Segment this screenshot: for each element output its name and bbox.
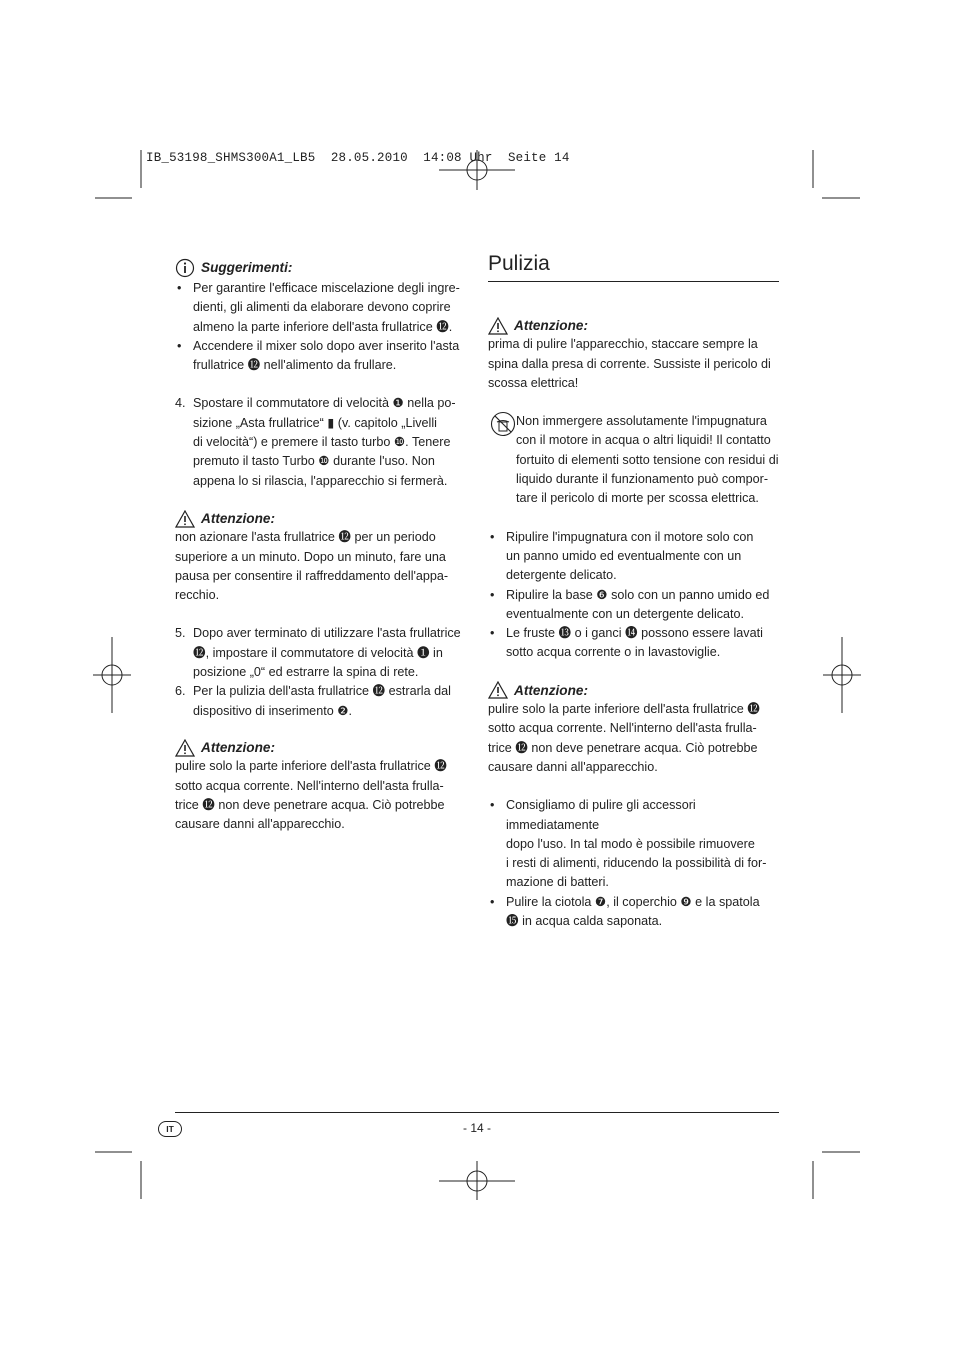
list-item <box>488 624 779 663</box>
line: un panno umido ed eventualmente con un <box>506 548 742 563</box>
line: con il motore in acqua o altri liquidi! Il contatto <box>516 433 771 448</box>
warning-text <box>175 528 467 605</box>
line: • Pulire la ciotola ❼, il coperchio ❾ e la spatola <box>506 894 760 909</box>
warning-heading <box>488 681 779 700</box>
warning-icon <box>488 317 508 335</box>
warning-text <box>488 335 779 393</box>
line: scossa elettrica! <box>488 375 579 390</box>
cleaning-list <box>488 528 779 663</box>
line: sotto acqua corrente. Nell'interno dell'asta frulla- <box>175 778 444 793</box>
line: pulire solo la parte inferiore dell'asta frullatrice ⓬ <box>488 702 760 717</box>
line: • Le fruste ⓭ o i ganci ⓮ possono essere lavati <box>506 626 763 641</box>
tips-list <box>175 279 467 375</box>
line: causare danni all'apparecchio. <box>175 817 345 832</box>
right-column <box>488 316 779 931</box>
footer-rule <box>175 1112 779 1113</box>
step-number: 6. <box>175 684 186 699</box>
line: Dopo aver terminato di utilizzare l'asta frullatrice <box>193 626 461 641</box>
warning-title: Attenzione: <box>201 510 276 526</box>
step-4 <box>175 394 467 490</box>
no-water-notice <box>488 412 779 508</box>
info-icon <box>175 258 195 278</box>
line: causare danni all'apparecchio. <box>488 759 658 774</box>
line: ⓯ in acqua calda saponata. <box>506 914 663 929</box>
warning-heading <box>175 738 467 757</box>
print-slug: IB_53198_SHMS300A1_LB5 28.05.2010 14:08 Uhr Seite 14 <box>146 151 570 165</box>
warning-heading <box>175 509 467 528</box>
line: Per la pulizia dell'asta frullatrice ⓬ estrarla dal <box>193 684 451 699</box>
line: mazione di batteri. <box>506 875 609 890</box>
warning-heading <box>488 316 779 335</box>
list-item <box>488 893 779 932</box>
warning-icon <box>488 681 508 699</box>
line: trice ⓬ non deve penetrare acqua. Ciò potrebbe <box>175 797 445 812</box>
line: sizione „Asta frullatrice“ ▮ (v. capitolo „Livelli <box>193 415 437 430</box>
warning-title: Attenzione: <box>514 318 589 333</box>
line: Non immergere assolutamente l'impugnatura <box>516 414 767 429</box>
list-item <box>488 586 779 625</box>
line: recchio. <box>175 588 220 603</box>
step-number: 4. <box>175 396 186 411</box>
line: pulire solo la parte inferiore dell'asta frullatrice ⓬ <box>175 759 447 774</box>
line: di velocità“) e premere il tasto turbo ❿. Tenere <box>193 435 451 450</box>
warning-text <box>175 757 467 834</box>
line: dopo l'uso. In tal modo è possibile rimuovere <box>506 836 755 851</box>
step-5 <box>175 624 467 682</box>
accessory-list <box>488 796 779 931</box>
line: liquido durante il funzionamento può compor- <box>516 472 769 487</box>
tips-title: Suggerimenti: <box>201 260 293 276</box>
line: posizione „0“ ed estrarre la spina di rete. <box>193 665 419 680</box>
line: appena lo si rilascia, l'apparecchio si fermerà. <box>193 473 448 488</box>
line: • Per garantire l'efficace miscelazione degli ingre- <box>193 281 460 295</box>
no-immersion-icon <box>490 411 516 437</box>
list-item <box>175 337 467 376</box>
line: superiore a un minuto. Dopo un minuto, fare una <box>175 549 446 564</box>
line: • Ripulire la base ❻ solo con un panno umido ed <box>506 587 770 602</box>
left-column <box>175 258 467 834</box>
line: prima di pulire l'apparecchio, staccare sempre la <box>488 337 758 352</box>
line: dienti, gli alimenti da elaborare devono coprire <box>193 300 451 315</box>
list-item <box>488 796 779 892</box>
line: Spostare il commutatore di velocità ❶ nella po- <box>193 396 456 411</box>
line: pausa per consentire il raffreddamento dell'appa- <box>175 568 449 583</box>
warning-title: Attenzione: <box>514 682 589 698</box>
line: dispositivo di inserimento ❷. <box>193 703 352 718</box>
line: sotto acqua corrente. Nell'interno dell'asta frulla- <box>488 721 757 736</box>
line: detergente delicato. <box>506 568 617 583</box>
line: i resti di alimenti, riducendo la possibilità di for- <box>506 856 767 871</box>
line: non azionare l'asta frullatrice ⓬ per un periodo <box>175 530 436 545</box>
step-number: 5. <box>175 626 186 641</box>
list-item <box>175 279 467 337</box>
step-6 <box>175 682 467 721</box>
warning-text <box>488 700 779 777</box>
line: • Ripulire l'impugnatura con il motore solo con <box>506 529 754 544</box>
line: sotto acqua corrente o in lavastoviglie. <box>506 645 721 660</box>
line: ⓬, impostare il commutatore di velocità ❶ in <box>193 645 443 660</box>
line: • Accendere il mixer solo dopo aver inserito l'asta <box>193 338 460 353</box>
line: tare il pericolo di morte per scossa elettrica. <box>516 491 759 506</box>
line: almeno la parte inferiore dell'asta frullatrice ⓬. <box>193 319 453 334</box>
line: premuto il tasto Turbo ❿ durante l'uso. Non <box>193 454 435 469</box>
line: eventualmente con un detergente delicato. <box>506 606 745 621</box>
tips-heading <box>175 258 467 278</box>
warning-icon <box>175 739 195 757</box>
title-rule <box>488 281 779 282</box>
line: trice ⓬ non deve penetrare acqua. Ciò potrebbe <box>488 740 758 755</box>
line: spina dalla presa di corrente. Sussiste il pericolo di <box>488 356 771 371</box>
page-title: Pulizia <box>488 252 550 275</box>
language-badge: IT <box>158 1121 182 1137</box>
line: • Consigliamo di pulire gli accessori immediatamente <box>506 798 696 832</box>
list-item <box>488 528 779 586</box>
warning-title: Attenzione: <box>201 739 276 755</box>
warning-icon <box>175 510 195 528</box>
page-number: - 14 - <box>462 1121 491 1135</box>
line: frullatrice ⓬ nell'alimento da frullare. <box>193 358 397 373</box>
line: fortuito di elementi sotto tensione con residui di <box>516 452 779 467</box>
